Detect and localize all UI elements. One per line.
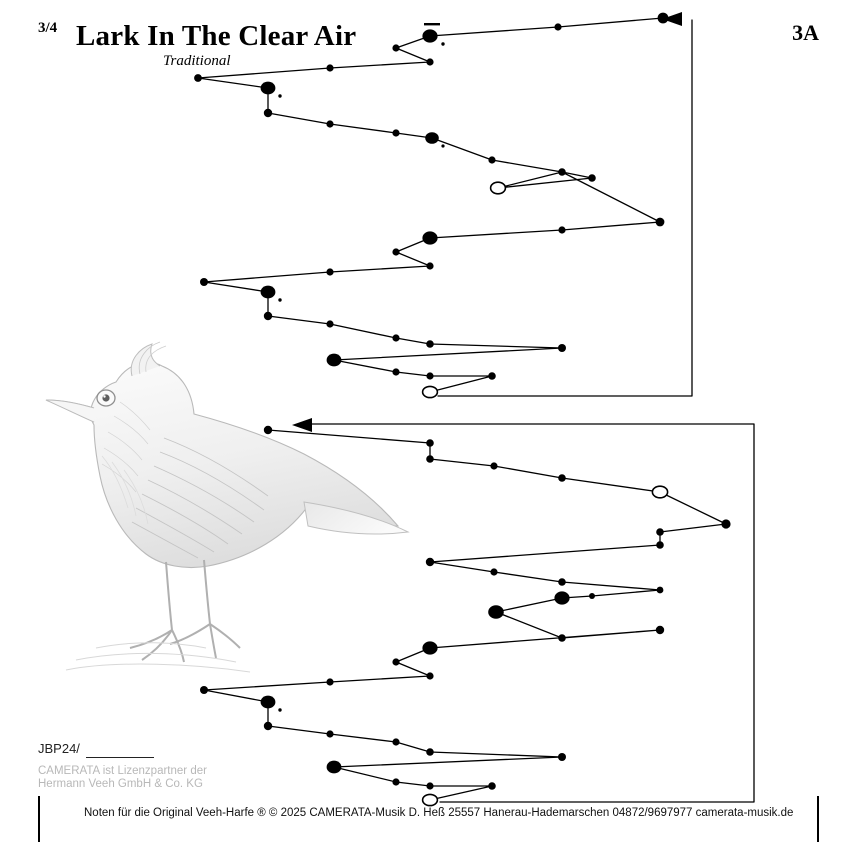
note-head bbox=[488, 605, 504, 619]
note-head bbox=[326, 64, 333, 71]
note-head bbox=[554, 591, 569, 604]
note-head bbox=[490, 462, 497, 469]
arrangement-code: 3A bbox=[792, 20, 819, 45]
note-head bbox=[558, 344, 566, 352]
note-head bbox=[422, 231, 437, 244]
time-signature: 3/4 bbox=[38, 20, 58, 36]
note-head bbox=[426, 439, 434, 447]
note-head bbox=[488, 156, 495, 163]
note-head-hollow bbox=[491, 182, 506, 194]
licence-line-1: CAMERATA ist Lizenzpartner der bbox=[38, 765, 207, 777]
note-head bbox=[426, 558, 434, 566]
note-head bbox=[425, 132, 439, 144]
note-head bbox=[558, 753, 566, 761]
note-head bbox=[261, 696, 276, 709]
note-head bbox=[426, 372, 433, 379]
licence-line-2: Hermann Veeh GmbH & Co. KG bbox=[38, 778, 203, 790]
note-head bbox=[392, 738, 399, 745]
note-head bbox=[392, 248, 399, 255]
arrow-heads bbox=[292, 12, 682, 432]
note-head bbox=[558, 168, 566, 176]
note-head bbox=[264, 722, 272, 730]
note-head bbox=[194, 74, 202, 82]
note-head bbox=[588, 174, 596, 182]
note-head bbox=[721, 519, 730, 528]
note-head bbox=[656, 218, 665, 227]
note-head bbox=[392, 778, 399, 785]
copyright-notice: Noten für die Original Veeh-Harfe ® © 2025 CAMERATA-Musik D. Heß 25557 Hanerau-Hademarschen 04872/9697977 camerata-musik.de bbox=[84, 807, 794, 819]
note-head bbox=[426, 340, 434, 348]
crop-mark-left bbox=[38, 796, 40, 842]
catalog-number-rule bbox=[86, 757, 154, 758]
arrow-head-system-2 bbox=[292, 418, 312, 432]
note-head bbox=[392, 658, 399, 665]
note-head bbox=[326, 120, 333, 127]
licence-partner-note bbox=[38, 765, 207, 791]
augmentation-dot bbox=[441, 42, 444, 45]
note-head bbox=[326, 730, 333, 737]
melody-path-system-2 bbox=[204, 430, 726, 800]
crop-mark-right bbox=[817, 796, 819, 842]
augmentation-dot bbox=[278, 94, 281, 97]
note-head bbox=[264, 109, 272, 117]
hollow-note-heads-system-1 bbox=[423, 182, 506, 397]
catalog-number: JBP24/ bbox=[38, 741, 80, 756]
note-head bbox=[326, 268, 333, 275]
note-head bbox=[392, 129, 399, 136]
note-head bbox=[558, 474, 566, 482]
note-head bbox=[426, 748, 434, 756]
note-head bbox=[656, 541, 664, 549]
augmentation-dot bbox=[278, 298, 281, 301]
note-head bbox=[426, 262, 433, 269]
note-head bbox=[657, 587, 664, 594]
augmentation-dot bbox=[441, 144, 444, 147]
note-head bbox=[261, 82, 276, 95]
note-head bbox=[589, 593, 595, 599]
page-title: Lark In The Clear Air bbox=[76, 20, 357, 52]
note-head bbox=[326, 320, 333, 327]
note-head bbox=[490, 568, 497, 575]
note-head bbox=[426, 672, 433, 679]
note-head bbox=[264, 426, 272, 434]
note-heads-system-1 bbox=[194, 13, 668, 380]
note-head bbox=[327, 354, 342, 367]
note-head bbox=[488, 372, 496, 380]
note-head bbox=[392, 368, 399, 375]
note-head bbox=[426, 455, 434, 463]
augmentation-dot bbox=[278, 708, 281, 711]
note-head bbox=[558, 634, 566, 642]
tenuto-mark bbox=[424, 23, 440, 25]
note-head bbox=[422, 641, 437, 654]
note-head bbox=[554, 23, 561, 30]
note-head bbox=[488, 782, 496, 790]
note-head bbox=[426, 58, 433, 65]
note-head bbox=[558, 226, 565, 233]
melody-path-system-1 bbox=[198, 18, 663, 392]
note-head bbox=[656, 528, 664, 536]
composer-subtitle: Traditional bbox=[163, 53, 231, 69]
note-head-hollow bbox=[423, 794, 438, 805]
note-head bbox=[392, 44, 399, 51]
note-head bbox=[200, 278, 208, 286]
note-head bbox=[426, 782, 433, 789]
note-head bbox=[558, 578, 566, 586]
repeat-bracket-system-1 bbox=[438, 20, 692, 396]
note-head bbox=[264, 312, 272, 320]
note-head bbox=[656, 626, 664, 634]
note-head bbox=[200, 686, 208, 694]
repeat-bracket-system-2 bbox=[300, 424, 754, 802]
note-head bbox=[658, 13, 669, 24]
note-head bbox=[261, 286, 276, 299]
note-head bbox=[326, 678, 333, 685]
note-head-hollow bbox=[423, 386, 438, 397]
note-head bbox=[327, 761, 342, 774]
note-heads-system-2 bbox=[200, 426, 731, 790]
note-head bbox=[392, 334, 399, 341]
note-head-hollow bbox=[652, 486, 667, 498]
note-head bbox=[422, 29, 437, 42]
